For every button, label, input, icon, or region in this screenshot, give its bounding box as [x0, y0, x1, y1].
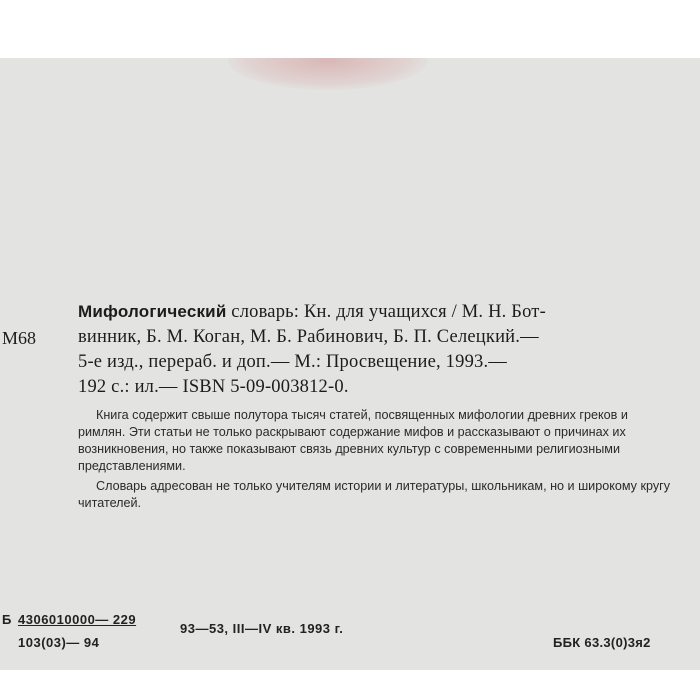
bbk-code: ББК 63.3(0)3я2: [553, 635, 651, 650]
annotation-paragraph-1: Книга содержит свыше полутора тысяч статей, посвященных мифологии древних греков и римлян. Эти статьи не только раскрывают содержание мифов и рассказывают о причинах их возникновения, но также показывают связь древних культур с современными религиозными представлениями.: [78, 408, 628, 473]
imprint-denominator: 103(03)— 94: [18, 635, 100, 650]
library-stamp: [228, 58, 428, 90]
annotation-paragraph-2: Словарь адресован не только учителям истории и литературы, школьникам, но и широкому кругу читателей.: [78, 479, 671, 510]
imprint-numerator: 4306010000— 229: [18, 612, 137, 627]
imprint-order: 93—53, III—IV кв. 1993 г.: [180, 621, 344, 636]
imprint-letter: Б: [2, 612, 12, 627]
book-page: [0, 58, 700, 670]
annotation: [78, 407, 678, 512]
entry-text-1: словарь: Кн. для учащихся / М. Н. Бот-: [226, 302, 546, 322]
bibliographic-entry: [78, 299, 678, 400]
entry-line-4: 192 с.: ил.— ISBN 5-09-003812-0.: [78, 377, 349, 397]
book-title: Мифологический: [78, 302, 227, 321]
imprint-block: [0, 608, 700, 658]
entry-line-1: [78, 299, 678, 325]
entry-line-3: 5-е изд., перераб. и доп.— М.: Просвещение, 1993.—: [78, 352, 507, 372]
classification-code: М68: [2, 328, 37, 348]
entry-line-2: винник, Б. М. Коган, М. Б. Рабинович, Б. П. Селецкий.—: [78, 327, 539, 347]
